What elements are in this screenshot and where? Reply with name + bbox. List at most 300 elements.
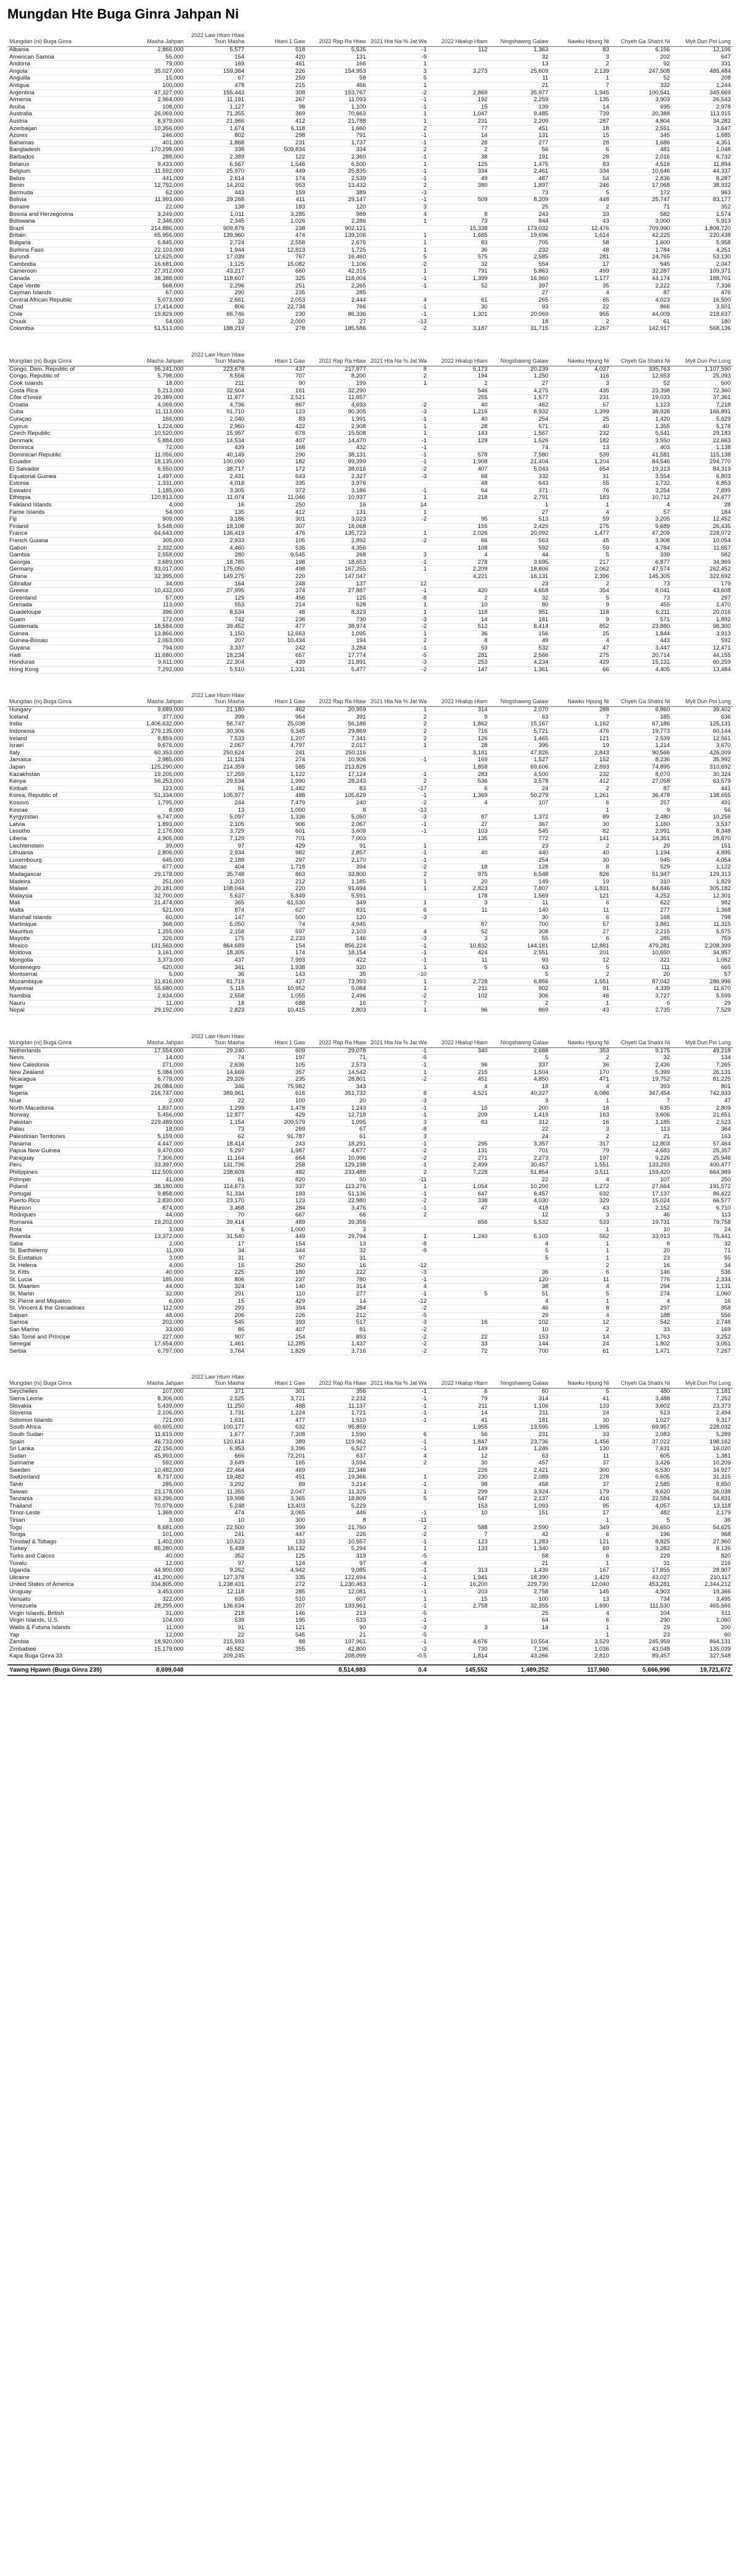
value-cell: 38,717 bbox=[186, 466, 247, 474]
value-cell: 1,399 bbox=[550, 409, 611, 416]
value-cell: 8,534 bbox=[186, 609, 247, 616]
table-row bbox=[7, 1162, 733, 1170]
table-row bbox=[7, 1176, 733, 1184]
value-cell: 225 bbox=[186, 1269, 247, 1277]
table-row bbox=[7, 972, 733, 979]
value-cell: 193 bbox=[246, 1191, 307, 1198]
value-cell: 142,917 bbox=[611, 326, 672, 333]
value-cell: 230 bbox=[246, 311, 307, 318]
value-cell: 1,478 bbox=[246, 1105, 307, 1112]
value-cell: 1 bbox=[368, 380, 429, 387]
value-cell: 6,156 bbox=[611, 47, 672, 54]
value-cell: 43 bbox=[550, 1007, 611, 1015]
country-name-cell: Zimbabwe bbox=[7, 1646, 125, 1653]
table-row bbox=[7, 1248, 733, 1255]
value-cell: 49 bbox=[429, 175, 490, 183]
value-cell: 1,250 bbox=[490, 373, 551, 381]
value-cell: 424 bbox=[429, 950, 490, 957]
value-cell: 46 bbox=[490, 1305, 551, 1313]
value-cell: -1 bbox=[368, 133, 429, 140]
value-cell bbox=[429, 1255, 490, 1263]
table-row bbox=[7, 1488, 733, 1496]
value-cell: 2 bbox=[368, 871, 429, 878]
value-cell: 8,620 bbox=[611, 1488, 672, 1496]
column-header: Masha Jahpan bbox=[125, 1370, 186, 1389]
value-cell: 120,614 bbox=[186, 1439, 247, 1446]
value-cell: 12 bbox=[550, 1319, 611, 1327]
value-cell: 255 bbox=[429, 395, 490, 402]
value-cell: 5,721 bbox=[490, 729, 551, 736]
value-cell: 411 bbox=[246, 197, 307, 204]
value-cell: 130 bbox=[550, 1446, 611, 1453]
value-cell: 2,893 bbox=[550, 764, 611, 772]
country-name-cell: Romania bbox=[7, 1220, 125, 1227]
value-cell: 218 bbox=[186, 1610, 247, 1617]
value-cell: 866 bbox=[611, 304, 672, 312]
value-cell: 67 bbox=[186, 75, 247, 83]
value-cell: 1,465 bbox=[490, 735, 551, 743]
country-name-cell: Eswatini bbox=[7, 487, 125, 495]
value-cell: 198,162 bbox=[672, 1439, 733, 1446]
value-cell: 2,461 bbox=[490, 168, 551, 176]
value-cell: 542 bbox=[611, 1319, 672, 1327]
value-cell: 5,043 bbox=[490, 466, 551, 474]
value-cell: 7,899 bbox=[672, 487, 733, 495]
value-cell: 75,982 bbox=[246, 1083, 307, 1091]
value-cell: 695 bbox=[611, 104, 672, 111]
value-cell: 172,000 bbox=[125, 616, 186, 624]
value-cell: 476 bbox=[550, 729, 611, 736]
table-row bbox=[7, 304, 733, 312]
value-cell: 69,957 bbox=[611, 1424, 672, 1432]
value-cell: 21,760 bbox=[307, 1524, 368, 1532]
value-cell: 1,995 bbox=[550, 1424, 611, 1432]
column-header: Nawku Hpung Ni bbox=[550, 1370, 611, 1389]
value-cell: 170,298,000 bbox=[125, 147, 186, 154]
value-cell: 185,586 bbox=[307, 326, 368, 333]
value-cell: 1,685 bbox=[672, 133, 733, 140]
table-row bbox=[7, 1389, 733, 1396]
table-row bbox=[7, 900, 733, 907]
country-name-cell: Mexico bbox=[7, 943, 125, 950]
value-cell: 18,108 bbox=[186, 523, 247, 530]
value-cell: 1,381 bbox=[672, 1453, 733, 1460]
table-row bbox=[7, 1284, 733, 1291]
value-cell: 2,332,000 bbox=[125, 545, 186, 552]
value-cell bbox=[246, 1653, 307, 1661]
table-row bbox=[7, 743, 733, 750]
value-cell: 14 bbox=[429, 1410, 490, 1418]
value-cell: 9,433,000 bbox=[125, 161, 186, 168]
value-cell: 2 bbox=[490, 1000, 551, 1007]
value-cell bbox=[490, 1632, 551, 1639]
value-cell: 2 bbox=[368, 778, 429, 786]
table-row bbox=[7, 1047, 733, 1055]
value-cell: 2 bbox=[550, 61, 611, 68]
value-cell: -1 bbox=[368, 1105, 429, 1112]
value-cell: 11,894 bbox=[672, 161, 733, 168]
value-cell: 412 bbox=[550, 778, 611, 786]
table-row bbox=[7, 850, 733, 857]
value-cell: 64 bbox=[429, 487, 490, 495]
value-cell: -2 bbox=[368, 1148, 429, 1155]
value-cell: 102 bbox=[429, 993, 490, 1001]
value-cell bbox=[368, 545, 429, 552]
value-cell: 19,731 bbox=[611, 1220, 672, 1227]
value-cell: 1,844 bbox=[611, 630, 672, 638]
value-cell: 4,018 bbox=[186, 481, 247, 488]
value-cell: 146 bbox=[611, 1269, 672, 1277]
value-cell: 31,000 bbox=[125, 1610, 186, 1617]
value-cell: 2,908 bbox=[307, 423, 368, 431]
value-cell: 27,960 bbox=[672, 1538, 733, 1546]
value-cell: 500 bbox=[246, 914, 307, 922]
value-cell: 647 bbox=[672, 54, 733, 61]
value-cell: 1,808,720 bbox=[672, 225, 733, 233]
grand-total-row bbox=[7, 1665, 733, 1675]
value-cell: 28,801 bbox=[307, 1076, 368, 1084]
value-cell: 57 bbox=[550, 922, 611, 929]
value-cell: 5,438 bbox=[186, 1546, 247, 1553]
value-cell: 3,924 bbox=[490, 1488, 551, 1496]
country-name-cell: Costa Rica bbox=[7, 387, 125, 395]
value-cell: 108,000 bbox=[125, 104, 186, 111]
country-name-cell: Angola bbox=[7, 68, 125, 75]
table-row bbox=[7, 254, 733, 262]
value-cell: 7,267 bbox=[672, 1348, 733, 1355]
country-name-cell: Rwanda bbox=[7, 1234, 125, 1241]
value-cell: 25 bbox=[550, 630, 611, 638]
value-cell: 17,554,000 bbox=[125, 1047, 186, 1055]
value-cell: 308 bbox=[490, 928, 551, 936]
value-cell: 12,301 bbox=[672, 893, 733, 900]
value-cell: 1,941 bbox=[429, 1574, 490, 1582]
value-cell: 20,714 bbox=[611, 652, 672, 659]
column-header: Mungdan (ni) Buga Ginra bbox=[7, 1030, 125, 1048]
value-cell: 2,480 bbox=[611, 814, 672, 822]
value-cell: 407 bbox=[429, 466, 490, 474]
value-cell: 123 bbox=[429, 1538, 490, 1546]
value-cell: 105,977 bbox=[186, 793, 247, 800]
value-cell: 2,026 bbox=[429, 530, 490, 538]
value-cell: 7,533 bbox=[186, 735, 247, 743]
value-cell: 28,907 bbox=[672, 1567, 733, 1575]
value-cell: 11,137 bbox=[307, 1403, 368, 1410]
table-row bbox=[7, 707, 733, 714]
value-cell: 21,966 bbox=[186, 118, 247, 125]
value-cell: 401,000 bbox=[125, 139, 186, 147]
value-cell: 656 bbox=[429, 1220, 490, 1227]
value-cell: 512 bbox=[429, 624, 490, 631]
value-cell: 2,590 bbox=[490, 1524, 551, 1532]
value-cell bbox=[368, 290, 429, 297]
value-cell: 2 bbox=[368, 721, 429, 729]
value-cell: 38,928 bbox=[611, 409, 672, 416]
table-row bbox=[7, 652, 733, 659]
value-cell: 11,124 bbox=[186, 757, 247, 764]
value-cell: -1 bbox=[368, 445, 429, 452]
value-cell: 18,000 bbox=[125, 1126, 186, 1134]
value-cell: 1 bbox=[368, 61, 429, 68]
value-cell: 5,439,000 bbox=[125, 1403, 186, 1410]
value-cell: 6,118 bbox=[246, 125, 307, 133]
country-name-cell: Côte d'Ivoire bbox=[7, 395, 125, 402]
value-cell: 4,905,000 bbox=[125, 835, 186, 843]
value-cell bbox=[429, 54, 490, 61]
table-row bbox=[7, 1119, 733, 1126]
value-cell: 8 bbox=[307, 1517, 368, 1525]
value-cell: 27,912,000 bbox=[125, 268, 186, 276]
value-cell: 118 bbox=[550, 609, 611, 616]
value-cell: 135 bbox=[186, 509, 247, 516]
value-cell: 474 bbox=[186, 1510, 247, 1517]
value-cell: 135 bbox=[550, 97, 611, 104]
value-cell: 243 bbox=[490, 211, 551, 218]
value-cell: -2 bbox=[368, 993, 429, 1001]
value-cell: 767 bbox=[246, 254, 307, 262]
value-cell: 509 bbox=[429, 197, 490, 204]
value-cell: 327,548 bbox=[672, 1653, 733, 1661]
value-cell: 334 bbox=[307, 147, 368, 154]
value-cell: 356 bbox=[307, 1389, 368, 1396]
column-header: Myit Dun Poi Lung bbox=[672, 1370, 733, 1389]
value-cell: 4 bbox=[368, 211, 429, 218]
value-cell: 422 bbox=[246, 423, 307, 431]
value-cell: 1 bbox=[368, 843, 429, 850]
value-cell: 114,673 bbox=[186, 1184, 247, 1191]
value-cell: 349 bbox=[550, 1524, 611, 1532]
country-name-cell: Chad bbox=[7, 304, 125, 312]
value-cell: 500 bbox=[672, 380, 733, 387]
country-name-cell: St. Pierre and Miquelon bbox=[7, 1298, 125, 1305]
value-cell: 481 bbox=[611, 147, 672, 154]
value-cell: 4,275 bbox=[490, 387, 551, 395]
value-cell: 975 bbox=[429, 871, 490, 878]
value-cell: 54,000 bbox=[125, 318, 186, 326]
value-cell: 38,388,000 bbox=[125, 276, 186, 283]
value-cell: 10,200 bbox=[490, 1184, 551, 1191]
value-cell: 1,181 bbox=[672, 1389, 733, 1396]
value-cell: 2,137 bbox=[490, 1496, 551, 1503]
value-cell: 4,000 bbox=[125, 1262, 186, 1269]
value-cell: 1 bbox=[368, 1234, 429, 1241]
value-cell: 16 bbox=[611, 1262, 672, 1269]
value-cell: 2 bbox=[368, 183, 429, 190]
value-cell: 6,548 bbox=[490, 871, 551, 878]
value-cell: 607 bbox=[307, 1596, 368, 1603]
value-cell: 1,471 bbox=[611, 1348, 672, 1355]
value-cell: 665 bbox=[672, 964, 733, 972]
value-cell: 556 bbox=[672, 1312, 733, 1319]
value-cell: 1,036 bbox=[550, 1646, 611, 1653]
value-cell: 66 bbox=[550, 666, 611, 674]
value-cell: 20,092 bbox=[490, 530, 551, 538]
value-cell: 1 bbox=[368, 1546, 429, 1553]
value-cell: 1,551 bbox=[550, 1162, 611, 1170]
value-cell: 6 bbox=[429, 1389, 490, 1396]
value-cell: 32 bbox=[429, 261, 490, 268]
value-cell: 32,287 bbox=[611, 268, 672, 276]
table-row bbox=[7, 473, 733, 481]
value-cell: 121 bbox=[550, 1538, 611, 1546]
value-cell: 6 bbox=[368, 1431, 429, 1439]
value-cell: 35,748 bbox=[186, 871, 247, 878]
value-cell: 182 bbox=[550, 437, 611, 445]
value-cell: 429 bbox=[246, 1112, 307, 1120]
value-cell: 294,770 bbox=[672, 459, 733, 466]
value-cell: 18 bbox=[429, 864, 490, 872]
value-cell: 636 bbox=[672, 714, 733, 721]
value-cell: 439 bbox=[186, 445, 247, 452]
table-row bbox=[7, 1653, 733, 1661]
value-cell: 2 bbox=[429, 595, 490, 602]
country-name-cell: Hungary bbox=[7, 707, 125, 714]
value-cell: 335 bbox=[246, 481, 307, 488]
country-name-cell: Myanmar bbox=[7, 986, 125, 993]
value-cell: -13 bbox=[368, 318, 429, 326]
value-cell: 51 bbox=[490, 1291, 551, 1298]
value-cell: 290 bbox=[186, 290, 247, 297]
value-cell: 188,701 bbox=[672, 276, 733, 283]
country-name-cell: Tonga bbox=[7, 1532, 125, 1539]
value-cell: 2,985,000 bbox=[125, 757, 186, 764]
value-cell: 275 bbox=[550, 652, 611, 659]
value-cell: 22,980 bbox=[307, 1198, 368, 1205]
value-cell: 17,137 bbox=[611, 1191, 672, 1198]
value-cell: 2,836 bbox=[611, 175, 672, 183]
value-cell: 1,831 bbox=[550, 886, 611, 893]
value-cell: 4 bbox=[550, 1312, 611, 1319]
value-cell: 11,355 bbox=[186, 1488, 247, 1496]
value-cell: 6,953 bbox=[186, 1446, 247, 1453]
value-cell: 60 bbox=[490, 1389, 551, 1396]
table-row bbox=[7, 409, 733, 416]
country-name-cell: Guam bbox=[7, 616, 125, 624]
country-name-cell: Argentina bbox=[7, 89, 125, 97]
table-row bbox=[7, 1312, 733, 1319]
value-cell: 5,178 bbox=[672, 423, 733, 431]
value-cell: 1,177 bbox=[550, 276, 611, 283]
value-cell: 2,869 bbox=[429, 89, 490, 97]
value-cell: 23,880 bbox=[611, 624, 672, 631]
value-cell: 17 bbox=[550, 261, 611, 268]
value-cell: 271 bbox=[429, 1155, 490, 1162]
value-cell: 30 bbox=[429, 1460, 490, 1468]
value-cell: 101,000 bbox=[125, 1532, 186, 1539]
value-cell: 2,062 bbox=[550, 566, 611, 574]
value-cell: 432 bbox=[307, 445, 368, 452]
table-row bbox=[7, 1341, 733, 1348]
value-cell: 46 bbox=[611, 1212, 672, 1220]
value-cell: 11,000 bbox=[125, 1000, 186, 1007]
country-name-cell: Peru bbox=[7, 1162, 125, 1170]
value-cell: 820 bbox=[246, 1176, 307, 1184]
grand-total-table bbox=[7, 1664, 733, 1676]
value-cell: 12 bbox=[368, 580, 429, 588]
country-name-cell: Nigeria bbox=[7, 1091, 125, 1098]
value-cell: 18,809 bbox=[307, 1496, 368, 1503]
value-cell: 286,996 bbox=[672, 978, 733, 986]
value-cell: -8 bbox=[368, 1241, 429, 1248]
value-cell: 2,558,000 bbox=[125, 552, 186, 559]
value-cell: 27 bbox=[490, 290, 551, 297]
value-cell: 6 bbox=[550, 1269, 611, 1277]
value-cell: 138 bbox=[186, 204, 247, 212]
table-row bbox=[7, 437, 733, 445]
value-cell: 26,543 bbox=[672, 97, 733, 104]
value-cell: 420 bbox=[429, 588, 490, 595]
value-cell: 208 bbox=[672, 75, 733, 83]
value-cell: 498 bbox=[246, 566, 307, 574]
value-cell: 4,057 bbox=[611, 1503, 672, 1510]
value-cell: 18,291 bbox=[307, 1141, 368, 1148]
value-cell: 229,730 bbox=[490, 1582, 551, 1589]
value-cell: 545 bbox=[186, 1319, 247, 1327]
value-cell: 645,000 bbox=[125, 857, 186, 864]
value-cell: 1 bbox=[368, 602, 429, 609]
country-name-cell: Timor-Leste bbox=[7, 1510, 125, 1517]
value-cell: 18 bbox=[490, 1083, 551, 1091]
value-cell: 18,068 bbox=[307, 523, 368, 530]
table-row bbox=[7, 936, 733, 943]
value-cell: 274 bbox=[246, 757, 307, 764]
country-name-cell: New Caledonia bbox=[7, 1062, 125, 1070]
value-cell: 2,866,000 bbox=[125, 47, 186, 54]
value-cell: 19,366 bbox=[307, 1474, 368, 1482]
country-name-cell: Philippines bbox=[7, 1169, 125, 1176]
value-cell: 15,957 bbox=[186, 431, 247, 438]
value-cell: 407 bbox=[246, 437, 307, 445]
value-cell: 6 bbox=[550, 800, 611, 807]
value-cell: 288 bbox=[550, 707, 611, 714]
value-cell: 2 bbox=[429, 380, 490, 387]
value-cell: 55,680,000 bbox=[125, 986, 186, 993]
value-cell: -3 bbox=[368, 814, 429, 822]
value-cell: 8,209 bbox=[490, 197, 551, 204]
table-row bbox=[7, 1091, 733, 1098]
country-name-cell: Dominica bbox=[7, 445, 125, 452]
value-cell: 12,803 bbox=[611, 1141, 672, 1148]
value-cell: 2,634,000 bbox=[125, 993, 186, 1001]
table-row bbox=[7, 764, 733, 772]
value-cell: 2 bbox=[368, 735, 429, 743]
value-cell: 1,185 bbox=[307, 878, 368, 886]
table-row bbox=[7, 118, 733, 125]
value-cell: 166,000 bbox=[125, 416, 186, 423]
grand-total-block bbox=[7, 1664, 733, 1676]
table-row bbox=[7, 1417, 733, 1424]
value-cell: 29,326 bbox=[186, 1076, 247, 1084]
value-cell: 41,581 bbox=[611, 452, 672, 459]
value-cell: 347,454 bbox=[611, 1091, 672, 1098]
value-cell: 45,582 bbox=[186, 1646, 247, 1653]
value-cell: 22 bbox=[429, 1334, 490, 1341]
value-cell: 1,955 bbox=[429, 1424, 490, 1432]
table-row bbox=[7, 1276, 733, 1284]
value-cell bbox=[429, 914, 490, 922]
value-cell: 4,339 bbox=[611, 986, 672, 993]
value-cell: 457 bbox=[490, 1460, 551, 1468]
value-cell: 29 bbox=[672, 1000, 733, 1007]
value-cell: 201 bbox=[550, 950, 611, 957]
value-cell: 211 bbox=[186, 380, 247, 387]
value-cell: 8 bbox=[307, 807, 368, 814]
value-cell: 11,680,000 bbox=[125, 652, 186, 659]
table-row bbox=[7, 1460, 733, 1468]
value-cell: 50 bbox=[307, 1176, 368, 1184]
value-cell: 8,287 bbox=[672, 175, 733, 183]
value-cell: 1,331 bbox=[246, 666, 307, 674]
